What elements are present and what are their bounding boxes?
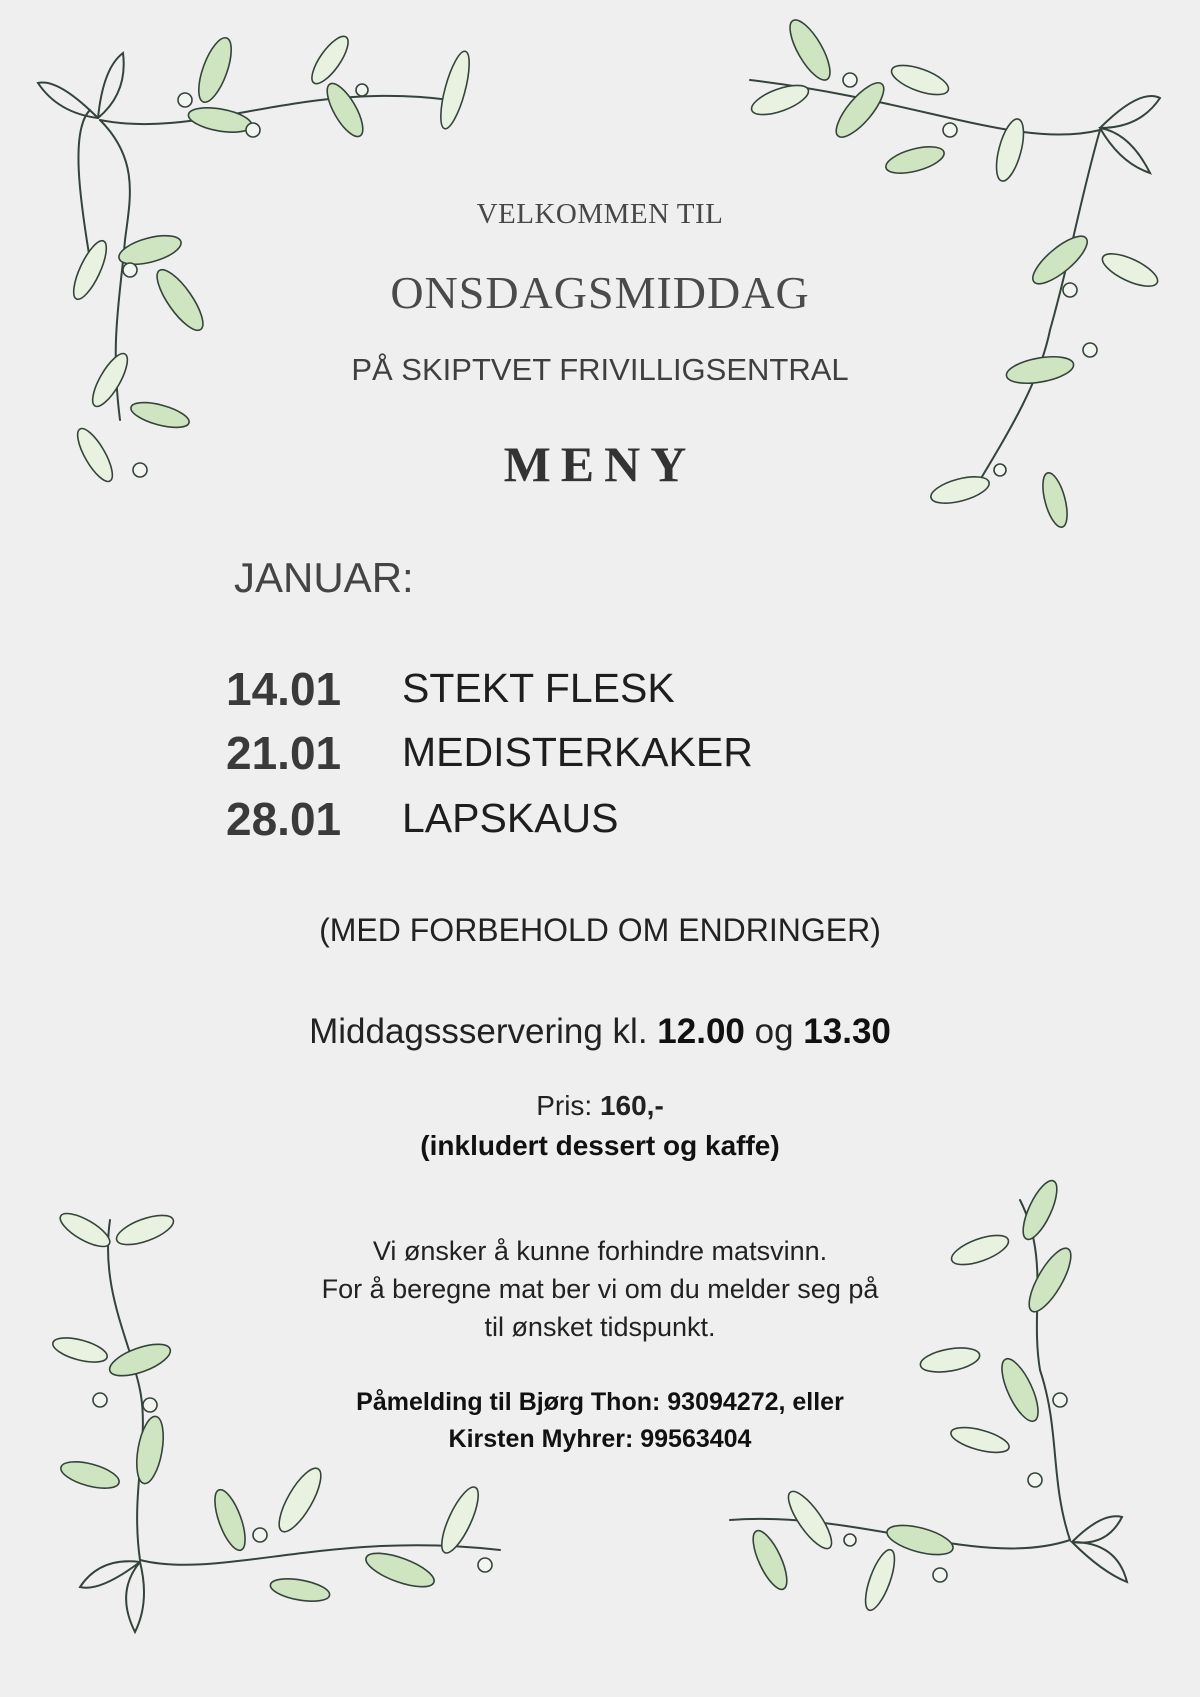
price-label: Pris: bbox=[536, 1090, 593, 1121]
welcome-text: VELKOMMEN TIL bbox=[476, 198, 724, 230]
menu-item-dish: STEKT FLESK bbox=[402, 665, 675, 711]
signup-line: Kirsten Myhrer: 99563404 bbox=[448, 1425, 752, 1453]
serving-label: Middagssservering kl. bbox=[309, 1012, 648, 1051]
food-waste-message bbox=[0, 1232, 1200, 1346]
venue-text: PÅ SKIPTVET FRIVILLIGSENTRAL bbox=[351, 352, 849, 387]
signup-line: Påmelding til Bjørg Thon: 93094272, eller bbox=[356, 1388, 844, 1416]
mistletoe-decoration-top-left-icon bbox=[0, 0, 500, 500]
menu-heading: MENY bbox=[503, 436, 697, 492]
menu-item-dish: LAPSKAUS bbox=[402, 795, 619, 841]
event-title: ONSDAGSMIDDAG bbox=[390, 267, 810, 318]
serving-connector: og bbox=[754, 1012, 794, 1051]
menu-item-date: 28.01 bbox=[226, 793, 342, 845]
month-heading: JANUAR: bbox=[234, 554, 414, 601]
signup-info bbox=[0, 1384, 1200, 1458]
message-line: Vi ønsker å kunne forhindre matsvinn. bbox=[372, 1236, 828, 1266]
message-line: til ønsket tidspunkt. bbox=[484, 1312, 716, 1342]
disclaimer-text: (MED FORBEHOLD OM ENDRINGER) bbox=[319, 912, 881, 948]
menu-item-date: 21.01 bbox=[226, 727, 342, 779]
menu-item-date: 14.01 bbox=[226, 663, 342, 715]
price-line bbox=[0, 1090, 1200, 1122]
price-note: (inkludert dessert og kaffe) bbox=[420, 1130, 780, 1161]
menu-item-dish: MEDISTERKAKER bbox=[402, 729, 753, 775]
serving-time-first: 12.00 bbox=[657, 1012, 745, 1051]
serving-times bbox=[0, 1012, 1200, 1052]
serving-time-second: 13.30 bbox=[803, 1012, 891, 1051]
price-value: 160,- bbox=[599, 1090, 664, 1121]
message-line: For å beregne mat ber vi om du melder seg på bbox=[321, 1274, 879, 1304]
